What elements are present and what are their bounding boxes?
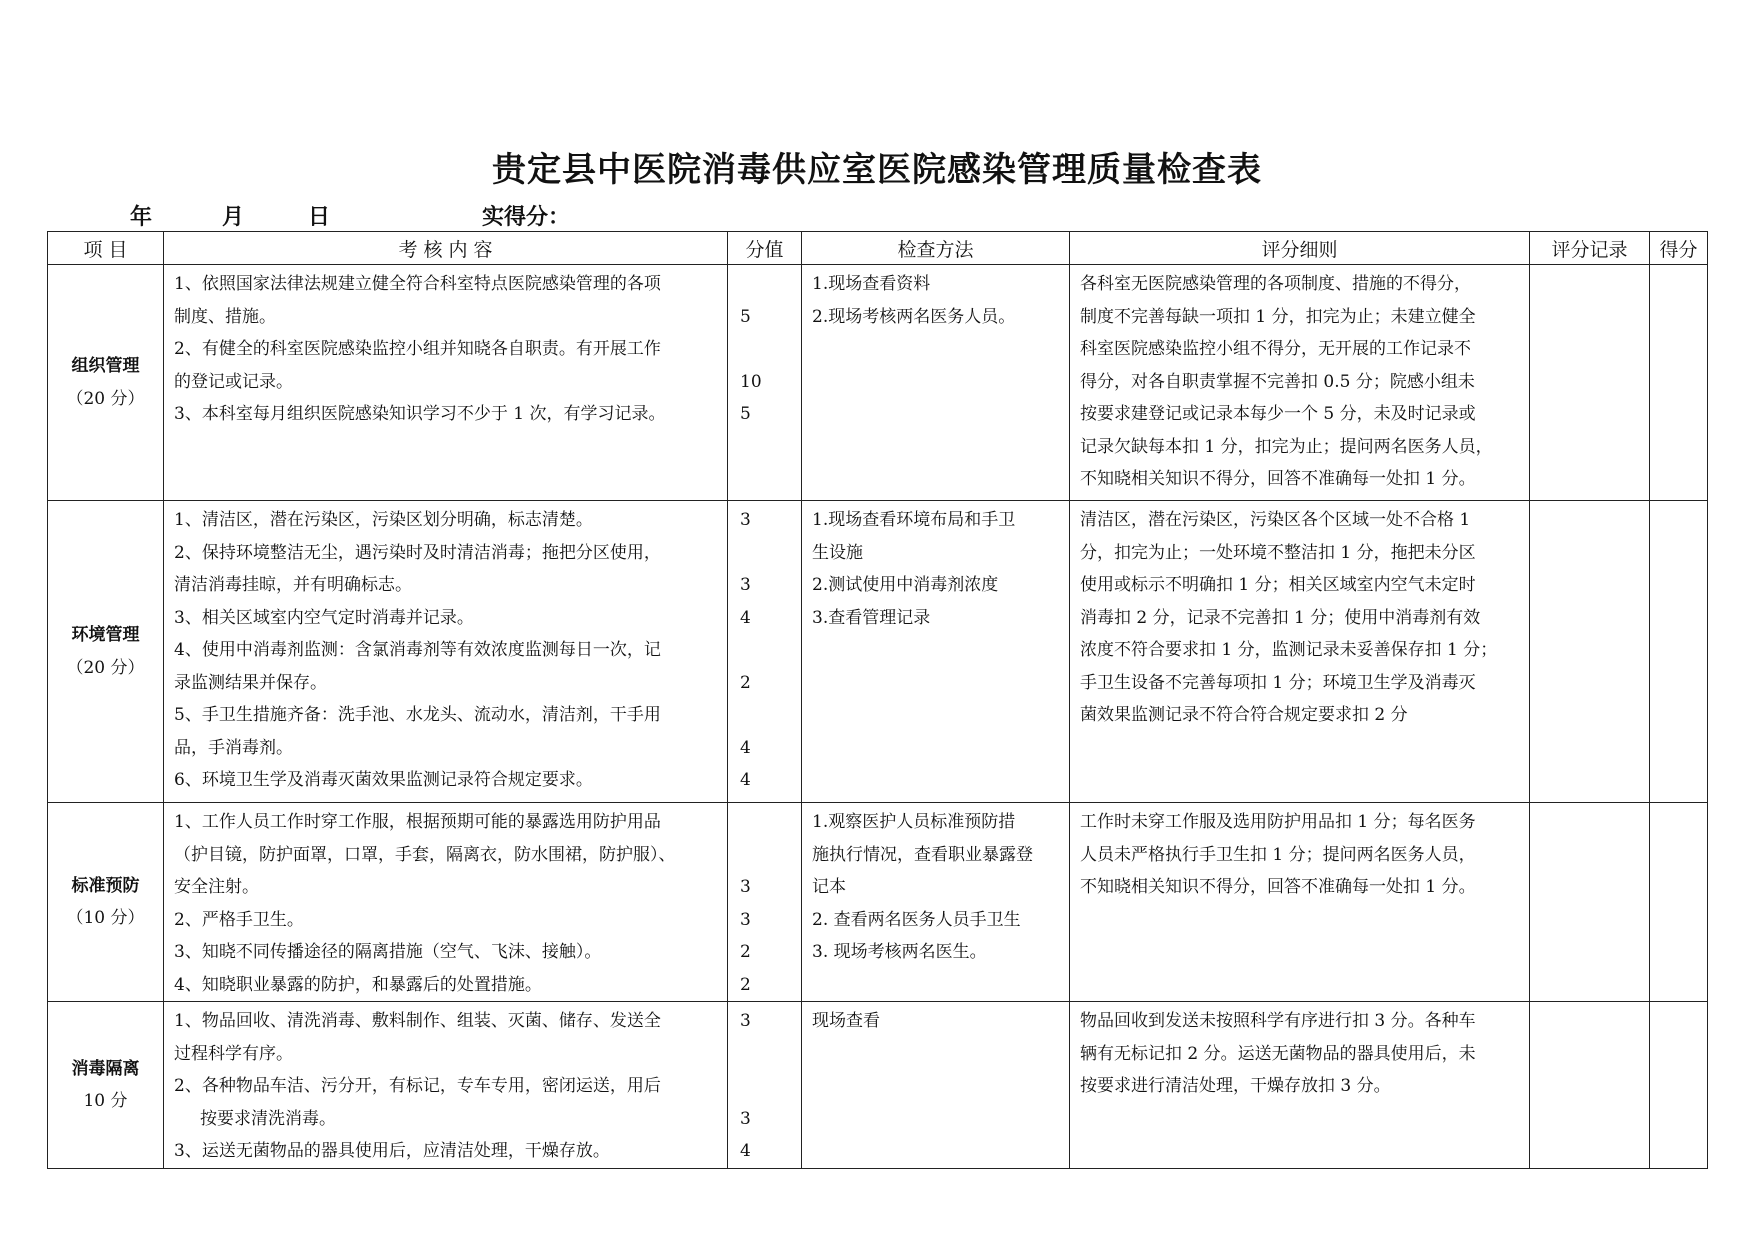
method-line: 1.现场查看环境布局和手卫 xyxy=(812,510,1016,530)
points-line xyxy=(740,1070,793,1103)
rules-line: 按要求进行清洁处理，干燥存放扣 3 分。 xyxy=(1080,1076,1391,1096)
table-row xyxy=(48,501,1708,803)
record-cell[interactable] xyxy=(1530,501,1650,803)
method-line: 现场查看 xyxy=(812,1011,880,1031)
year-label: 年 xyxy=(130,204,153,230)
rules-line: 科室医院感染监控小组不得分，无开展的工作记录不 xyxy=(1080,339,1471,359)
content-line: 2、各种物品车洁、污分开，有标记，专车专用，密闭运送，用后 xyxy=(174,1076,661,1096)
content-line: 5、手卫生措施齐备：洗手池、水龙头、流动水，清洁剂，干手用 xyxy=(174,705,661,725)
content-line: 2、严格手卫生。 xyxy=(174,909,304,930)
points-line xyxy=(740,1038,793,1071)
points-line: 2 xyxy=(740,974,751,995)
points-line: 3 xyxy=(740,877,751,897)
method-cell xyxy=(802,265,1070,501)
table-row xyxy=(48,265,1708,501)
rules-line: 人员未严格执行手卫生扣 1 分；提问两名医务人员， xyxy=(1080,844,1476,865)
content-line: 2、有健全的科室医院感染监控小组并知晓各自职责。有开展工作 xyxy=(174,339,661,359)
day-label: 日 xyxy=(308,204,331,230)
method-line: 2.测试使用中消毒剂浓度 xyxy=(812,575,999,595)
item-name: 消毒隔离 xyxy=(71,1058,140,1079)
points-line xyxy=(740,268,793,301)
content-line: 录监测结果并保存。 xyxy=(174,672,327,693)
rules-line: 手卫生设备不完善每项扣 1 分；环境卫生学及消毒灭 xyxy=(1080,672,1476,693)
page-title: 贵定县中医院消毒供应室医院感染管理质量检查表 xyxy=(492,150,1262,190)
header-points: 分值 xyxy=(728,232,802,265)
method-line: 3.查看管理记录 xyxy=(812,607,931,628)
header-record: 评分记录 xyxy=(1530,232,1650,265)
table-row xyxy=(48,803,1708,1002)
header-content: 考 核 内 容 xyxy=(164,232,728,265)
rules-cell xyxy=(1070,501,1530,803)
points-line xyxy=(740,806,793,839)
method-cell xyxy=(802,1002,1070,1169)
record-cell[interactable] xyxy=(1530,265,1650,501)
header-method: 检查方法 xyxy=(802,232,1070,265)
header-score: 得分 xyxy=(1650,232,1708,265)
content-line: 清洁消毒挂晾，并有明确标志。 xyxy=(174,575,412,595)
points-line: 4 xyxy=(740,607,751,628)
rules-cell xyxy=(1070,1002,1530,1169)
points-line: 3 xyxy=(740,1108,751,1129)
points-cell xyxy=(728,803,802,1002)
content-line: 过程科学有序。 xyxy=(174,1043,293,1064)
method-line: 生设施 xyxy=(812,542,863,563)
header-item: 项 目 xyxy=(48,232,164,265)
points-line xyxy=(740,537,793,570)
rules-line: 记录欠缺每本扣 1 分，扣完为止；提问两名医务人员， xyxy=(1080,436,1493,457)
month-label: 月 xyxy=(222,204,245,230)
rules-line: 辆有无标记扣 2 分。运送无菌物品的器具使用后，未 xyxy=(1080,1043,1476,1064)
points-cell xyxy=(728,501,802,803)
content-line: 4、使用中消毒剂监测：含氯消毒剂等有效浓度监测每日一次，记 xyxy=(174,640,661,660)
item-name: 组织管理 xyxy=(71,356,140,376)
content-cell xyxy=(164,265,728,501)
points-line: 2 xyxy=(740,942,751,962)
content-line: 3、知晓不同传播途径的隔离措施（空气、飞沫、接触）。 xyxy=(174,942,602,962)
item-cell xyxy=(48,803,164,1002)
rules-line: 消毒扣 2 分，记录不完善扣 1 分；使用中消毒剂有效 xyxy=(1080,607,1481,628)
rules-line: 得分，对各自职责掌握不完善扣 0.5 分；院感小组未 xyxy=(1080,371,1475,392)
item-points: （10 分） xyxy=(66,908,145,928)
item-name: 环境管理 xyxy=(71,625,140,645)
header-rules: 评分细则 xyxy=(1070,232,1530,265)
score-cell[interactable] xyxy=(1650,1002,1708,1169)
points-line: 5 xyxy=(740,404,751,424)
item-points: 10 分 xyxy=(83,1091,128,1111)
item-points: （20 分） xyxy=(66,388,145,409)
content-cell xyxy=(164,803,728,1002)
content-line: 6、环境卫生学及消毒灭菌效果监测记录符合规定要求。 xyxy=(174,770,593,790)
rules-line: 不知晓相关知识不得分，回答不准确每一处扣 1 分。 xyxy=(1080,469,1476,489)
method-line: 2. 查看两名医务人员手卫生 xyxy=(812,909,1021,930)
method-line: 3. 现场考核两名医生。 xyxy=(812,942,987,962)
rules-line: 菌效果监测记录不符合符合规定要求扣 2 分 xyxy=(1080,705,1408,725)
rules-line: 使用或标示不明确扣 1 分；相关区域室内空气未定时 xyxy=(1080,575,1476,595)
actual-score-label: 实得分： xyxy=(482,204,571,230)
points-line: 3 xyxy=(740,510,751,530)
item-cell xyxy=(48,501,164,803)
item-points: （20 分） xyxy=(66,657,145,678)
content-line: 3、相关区域室内空气定时消毒并记录。 xyxy=(174,607,474,628)
content-line: 安全注射。 xyxy=(174,877,259,897)
content-line: 的登记或记录。 xyxy=(174,371,293,392)
item-cell xyxy=(48,1002,164,1169)
points-line: 3 xyxy=(740,575,751,595)
inspection-table xyxy=(47,231,1708,1169)
method-line: 施执行情况，查看职业暴露登 xyxy=(812,844,1033,865)
method-line: 2.现场考核两名医务人员。 xyxy=(812,306,1016,327)
rules-line: 分，扣完为止；一处环境不整洁扣 1 分，拖把未分区 xyxy=(1080,542,1476,563)
item-cell xyxy=(48,265,164,501)
content-line: 品，手消毒剂。 xyxy=(174,737,293,758)
content-line: 4、知晓职业暴露的防护，和暴露后的处置措施。 xyxy=(174,974,542,995)
content-line: 1、物品回收、清洗消毒、敷料制作、组装、灭菌、储存、发送全 xyxy=(174,1011,661,1031)
rules-cell xyxy=(1070,803,1530,1002)
record-cell[interactable] xyxy=(1530,1002,1650,1169)
points-line: 3 xyxy=(740,1011,751,1031)
rules-line: 浓度不符合要求扣 1 分，监测记录未妥善保存扣 1 分； xyxy=(1080,640,1498,660)
method-line: 1.现场查看资料 xyxy=(812,274,931,294)
points-cell xyxy=(728,1002,802,1169)
header-row xyxy=(48,232,1708,265)
item-name: 标准预防 xyxy=(71,875,140,896)
rules-line: 工作时未穿工作服及选用防护用品扣 1 分；每名医务 xyxy=(1080,812,1476,832)
method-cell xyxy=(802,501,1070,803)
content-line: 1、清洁区，潜在污染区，污染区划分明确，标志清楚。 xyxy=(174,510,593,530)
rules-cell xyxy=(1070,265,1530,501)
record-cell[interactable] xyxy=(1530,803,1650,1002)
rules-line: 物品回收到发送未按照科学有序进行扣 3 分。各种车 xyxy=(1080,1011,1476,1031)
table-row xyxy=(48,1002,1708,1169)
points-line: 5 xyxy=(740,306,751,327)
points-line xyxy=(740,839,793,872)
content-cell xyxy=(164,1002,728,1169)
points-line xyxy=(740,333,793,366)
points-line: 4 xyxy=(740,770,751,790)
rules-line: 制度不完善每缺一项扣 1 分，扣完为止；未建立健全 xyxy=(1080,306,1476,327)
points-line: 10 xyxy=(740,371,762,392)
content-line: 1、工作人员工作时穿工作服，根据预期可能的暴露选用防护用品 xyxy=(174,812,661,832)
content-line: 3、运送无菌物品的器具使用后，应清洁处理，干燥存放。 xyxy=(174,1141,610,1161)
points-line: 4 xyxy=(740,737,751,758)
rules-line: 按要求建登记或记录本每少一个 5 分，未及时记录或 xyxy=(1080,404,1476,424)
points-line: 3 xyxy=(740,909,751,930)
content-line: 制度、措施。 xyxy=(174,306,276,327)
points-line: 2 xyxy=(740,672,751,693)
method-line: 记本 xyxy=(812,877,846,897)
rules-line: 各科室无医院感染管理的各项制度、措施的不得分， xyxy=(1080,274,1471,294)
method-line: 1.观察医护人员标准预防措 xyxy=(812,812,1016,832)
points-cell xyxy=(728,265,802,501)
content-cell xyxy=(164,501,728,803)
content-line: 3、本科室每月组织医院感染知识学习不少于 1 次，有学习记录。 xyxy=(174,404,666,424)
points-line xyxy=(740,634,793,667)
points-line xyxy=(740,699,793,732)
content-line: 1、依照国家法律法规建立健全符合科室特点医院感染管理的各项 xyxy=(174,274,661,294)
method-cell xyxy=(802,803,1070,1002)
rules-line: 清洁区，潜在污染区，污染区各个区域一处不合格 1 xyxy=(1080,510,1471,530)
score-cell[interactable] xyxy=(1650,265,1708,501)
points-line: 4 xyxy=(740,1141,751,1161)
content-line: 2、保持环境整洁无尘，遇污染时及时清洁消毒；拖把分区使用， xyxy=(174,542,661,563)
content-line: （护目镜，防护面罩，口罩，手套，隔离衣，防水围裙，防护服）、 xyxy=(174,844,676,865)
score-cell[interactable] xyxy=(1650,501,1708,803)
rules-line: 不知晓相关知识不得分，回答不准确每一处扣 1 分。 xyxy=(1080,877,1476,897)
score-cell[interactable] xyxy=(1650,803,1708,1002)
content-line: 按要求清洗消毒。 xyxy=(200,1108,336,1129)
